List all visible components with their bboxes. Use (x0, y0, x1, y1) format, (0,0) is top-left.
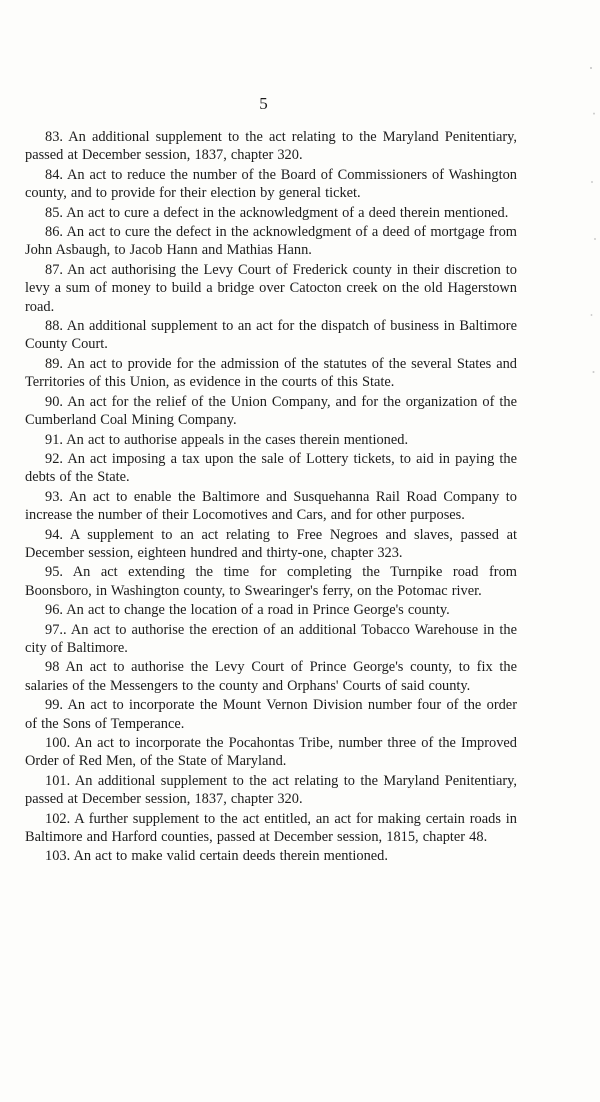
page-number: 5 (259, 94, 268, 113)
act-entry-100: 100. An act to incorporate the Pocahontas Tribe, number three of the Improved Order of Red Men, of the State of Maryland. (25, 735, 517, 770)
act-entry-88: 88. An additional supplement to an act for the dispatch of business in Baltimore County Court. (25, 318, 517, 353)
page-edge-speckle (588, 30, 598, 410)
act-entry-87: 87. An act authorising the Levy Court of Frederick county in their discretion to levy a sum of money to build a bridge over Catocton creek on the old Hagerstown road. (25, 261, 517, 315)
act-entry-97: 97.. An act to authorise the erection of an additional Tobacco Warehouse in the city of Baltimore. (25, 621, 517, 656)
act-entry-98: 98 An act to authorise the Levy Court of Prince George's county, to fix the salaries of the Messengers to the county and Orphans' Courts of said county. (25, 659, 517, 694)
act-list (25, 128, 517, 867)
act-entry-89: 89. An act to provide for the admission of the statutes of the several States and Territories of this Union, as evidence in the courts of this State. (25, 355, 517, 391)
act-entry-96: 96. An act to change the location of a road in Prince George's county. (45, 602, 450, 619)
act-entry-101: 101. An additional supplement to the act relating to the Maryland Penitentiary, passed at December session, 1837, chapter 320. (25, 772, 517, 808)
act-entry-102: 102. A further supplement to the act entitled, an act for making certain roads in Baltimore and Harford counties, passed at December session, 1815, chapter 48. (25, 810, 517, 846)
act-entry-85: 85. An act to cure a defect in the acknowledgment of a deed therein mentioned. (45, 204, 509, 221)
act-entry-94: 94. A supplement to an act relating to Free Negroes and slaves, passed at December session, eighteen hundred and thirty-one, chapter 323. (25, 526, 517, 561)
act-entry-86: 86. An act to cure the defect in the acknowledgment of a deed of mortgage from John Asbaugh, to Jacob Hann and Mathias Hann. (25, 224, 517, 259)
act-entry-93: 93. An act to enable the Baltimore and Susquehanna Rail Road Company to increase the number of their Locomotives and Cars, and for other purposes. (25, 488, 517, 524)
act-entry-83: 83. An additional supplement to the act relating to the Maryland Penitentiary, passed at December session, 1837, chapter 320. (25, 129, 517, 164)
act-entry-84: 84. An act to reduce the number of the Board of Commissioners of Washington county, and to provide for their election by general ticket. (25, 166, 517, 202)
act-entry-91: 91. An act to authorise appeals in the cases therein mentioned. (45, 431, 409, 448)
act-entry-90: 90. An act for the relief of the Union Company, and for the organization of the Cumberland Coal Mining Company. (25, 393, 517, 429)
act-entry-95: 95. An act extending the time for completing the Turnpike road from Boonsboro, in Washington county, to Swearinger's ferry, on the Potomac river. (25, 564, 517, 599)
act-entry-103: 103. An act to make valid certain deeds therein mentioned. (45, 848, 388, 865)
act-entry-92: 92. An act imposing a tax upon the sale of Lottery tickets, to aid in paying the debts of the State. (25, 450, 517, 486)
act-entry-99: 99. An act to incorporate the Mount Vernon Division number four of the order of the Sons of Temperance. (25, 697, 517, 732)
